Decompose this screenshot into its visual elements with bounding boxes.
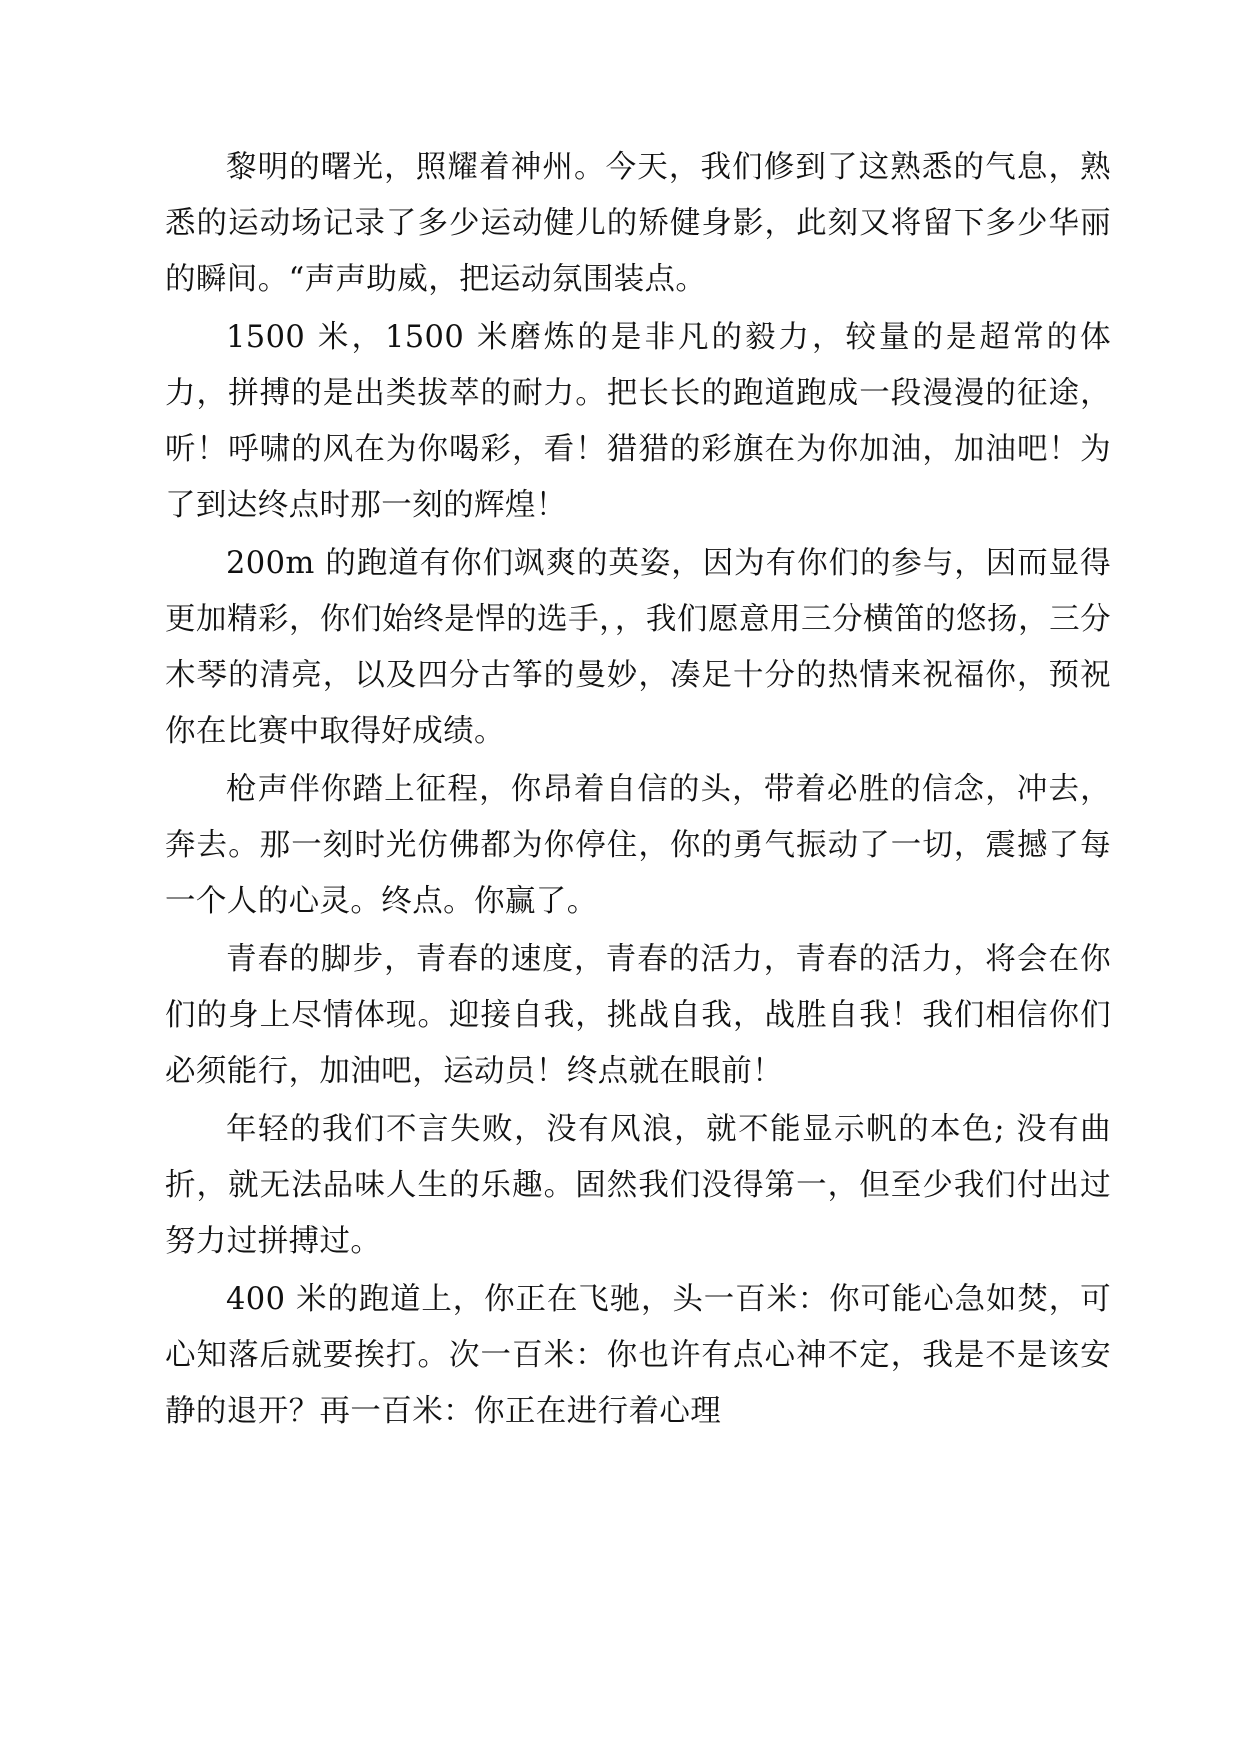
paragraph: 年轻的我们不言失败，没有风浪，就不能显示帆的本色; 没有曲折，就无法品味人生的乐趣。固然我们没得第一，但至少我们付出过努力过拼搏过。 — [165, 1112, 1111, 1259]
paragraph: 200m 的跑道有你们飒爽的英姿，因为有你们的参与，因而显得更加精彩，你们始终是悍的选手，，我们愿意用三分横笛的悠扬，三分木琴的清亮，以及四分古筝的曼妙，凑足十分的热情来祝福你，预祝你在比赛中取得好成绩。 — [165, 546, 1111, 749]
paragraph: 枪声伴你踏上征程，你昂着自信的头，带着必胜的信念，冲去，奔去。那一刻时光仿佛都为你停住，你的勇气振动了一切，震撼了每一个人的心灵。终点。你赢了。 — [165, 772, 1111, 919]
document-body — [165, 140, 1111, 1440]
paragraph: 黎明的曙光，照耀着神州。今天，我们修到了这熟悉的气息，熟悉的运动场记录了多少运动健儿的矫健身影，此刻又将留下多少华丽的瞬间。“声声助威，把运动氛围装点。 — [165, 150, 1111, 297]
paragraph: 400 米的跑道上，你正在飞驰，头一百米：你可能心急如焚，可心知落后就要挨打。次一百米：你也许有点心神不定，我是不是该安静的退开？再一百米：你正在进行着心理 — [165, 1282, 1111, 1429]
paragraph: 1500 米，1500 米磨炼的是非凡的毅力，较量的是超常的体力，拼搏的是出类拔萃的耐力。把长长的跑道跑成一段漫漫的征途，听！呼啸的风在为你喝彩，看！猎猎的彩旗在为你加油，加油吧！为了到达终点时那一刻的辉煌！ — [165, 320, 1111, 523]
paragraph: 青春的脚步，青春的速度，青春的活力，青春的活力，将会在你们的身上尽情体现。迎接自我，挑战自我，战胜自我！我们相信你们必须能行，加油吧，运动员！终点就在眼前！ — [165, 942, 1111, 1089]
